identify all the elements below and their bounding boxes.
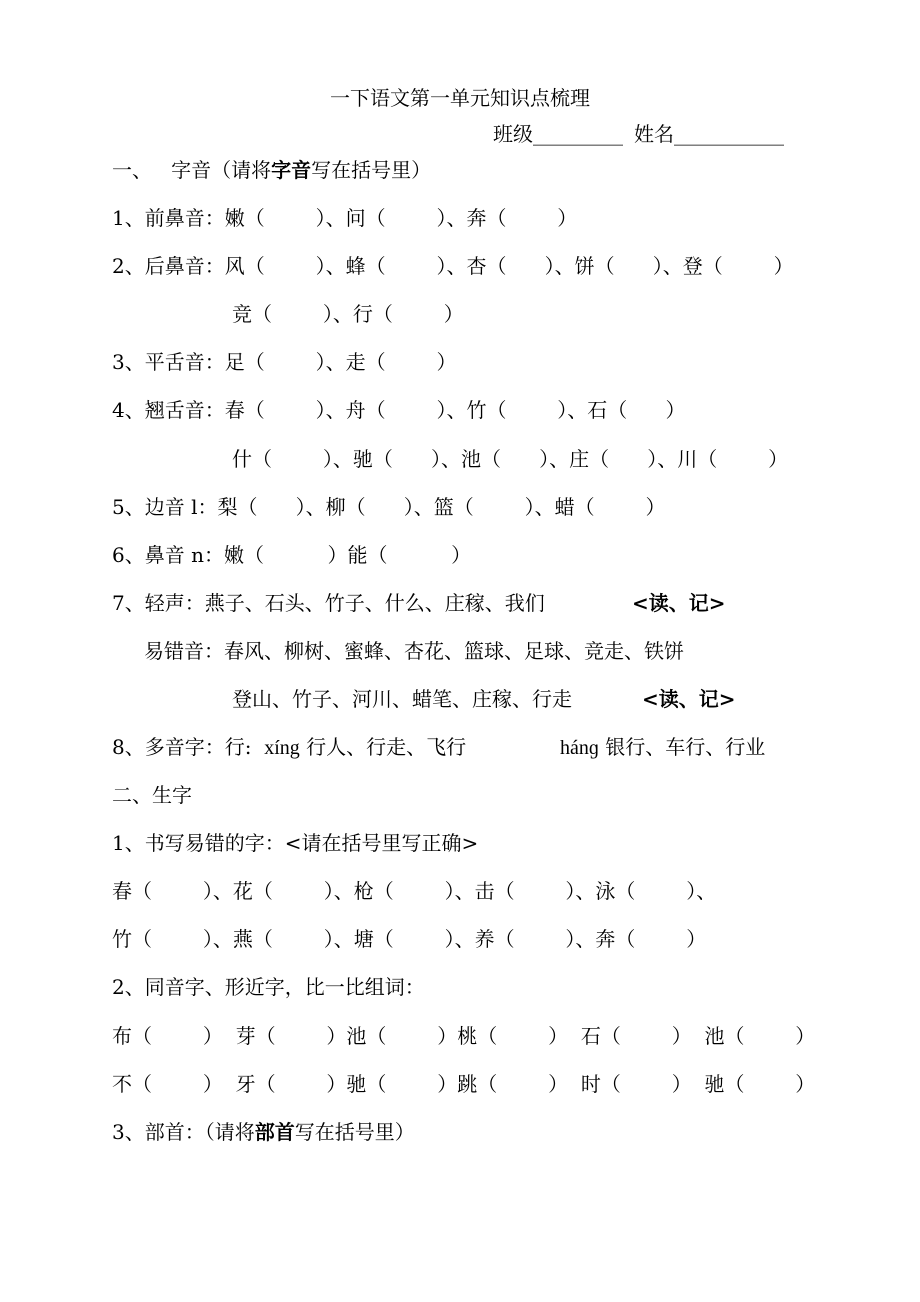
section-1-heading-tail: 写在括号里） <box>311 158 432 182</box>
name-field: 姓名___________ <box>634 122 784 146</box>
item-front-nasal: 1、前鼻音：嫩（ ）、问（ ）、奔（ ） <box>112 206 578 230</box>
item-neutral-tone: 7、轻声：燕子、石头、竹子、什么、庄稼、我们 <box>112 591 545 615</box>
class-field: 班级_________ <box>493 122 623 146</box>
read-remember-note: <读、记> <box>632 591 726 615</box>
writing-row-2: 竹（ ）、燕（ ）、塘（ ）、养（ ）、奔（ ） <box>112 927 707 951</box>
item-flat-tongue: 3、平舌音：足（ ）、走（ ） <box>112 350 457 374</box>
item-radicals: 3、部首：（请将部首写在括号里） <box>112 1120 415 1144</box>
item-lateral: 5、边音 l：梨（ ）、柳（ ）、篮（ ）、蜡（ ） <box>112 495 666 519</box>
item-polyphone: 8、多音字：行: xíng 行人、行走、飞行 <box>112 735 467 759</box>
compare-row-1: 布（ ） 芽（ ）池（ ）桃（ ） 石（ ） 池（ ） <box>112 1024 816 1048</box>
pinyin-hang: hánɡ <box>560 737 599 759</box>
item-error-prone-cont: 登山、竹子、河川、蜡笔、庄稼、行走 <box>232 687 572 711</box>
item-polyphone-hang: hánɡ 银行、车行、行业 <box>560 735 766 759</box>
item-back-nasal: 2、后鼻音：风（ ）、蜂（ ）、杏（ ）、饼（ ）、登（ ） <box>112 254 794 278</box>
writing-row-1: 春（ ）、花（ ）、枪（ ）、击（ ）、泳（ ）、 <box>112 879 717 903</box>
item-compare-words: 2、同音字、形近字，比一比组词： <box>112 975 425 999</box>
item-writing-errors: 1、书写易错的字：<请在括号里写正确> <box>112 831 479 855</box>
item-retroflex: 4、翘舌音：春（ ）、舟（ ）、竹（ ）、石（ ） <box>112 398 686 422</box>
section-1-heading-text: 一、 字音（请将 <box>112 158 272 182</box>
page-title: 一下语文第一单元知识点梳理 <box>330 86 590 110</box>
section-1-heading <box>112 158 431 182</box>
item-error-prone: 易错音：春风、柳树、蜜蜂、杏花、篮球、足球、竞走、铁饼 <box>144 639 684 663</box>
compare-row-2: 不（ ） 牙（ ）驰（ ）跳（ ） 时（ ） 驰（ ） <box>112 1072 816 1096</box>
item-retroflex-cont: 什（ ）、驰（ ）、池（ ）、庄（ ）、川（ ） <box>232 447 789 471</box>
item-back-nasal-cont: 竞（ ）、行（ ） <box>232 302 464 326</box>
section-1-heading-bold: 字音 <box>271 158 312 182</box>
section-2-heading: 二、生字 <box>112 783 192 807</box>
pinyin-xing: xíng <box>264 737 300 759</box>
item-nasal-n: 6、鼻音 n：嫩（ ）能（ ） <box>112 543 472 567</box>
read-remember-note-2: <读、记> <box>642 687 736 711</box>
